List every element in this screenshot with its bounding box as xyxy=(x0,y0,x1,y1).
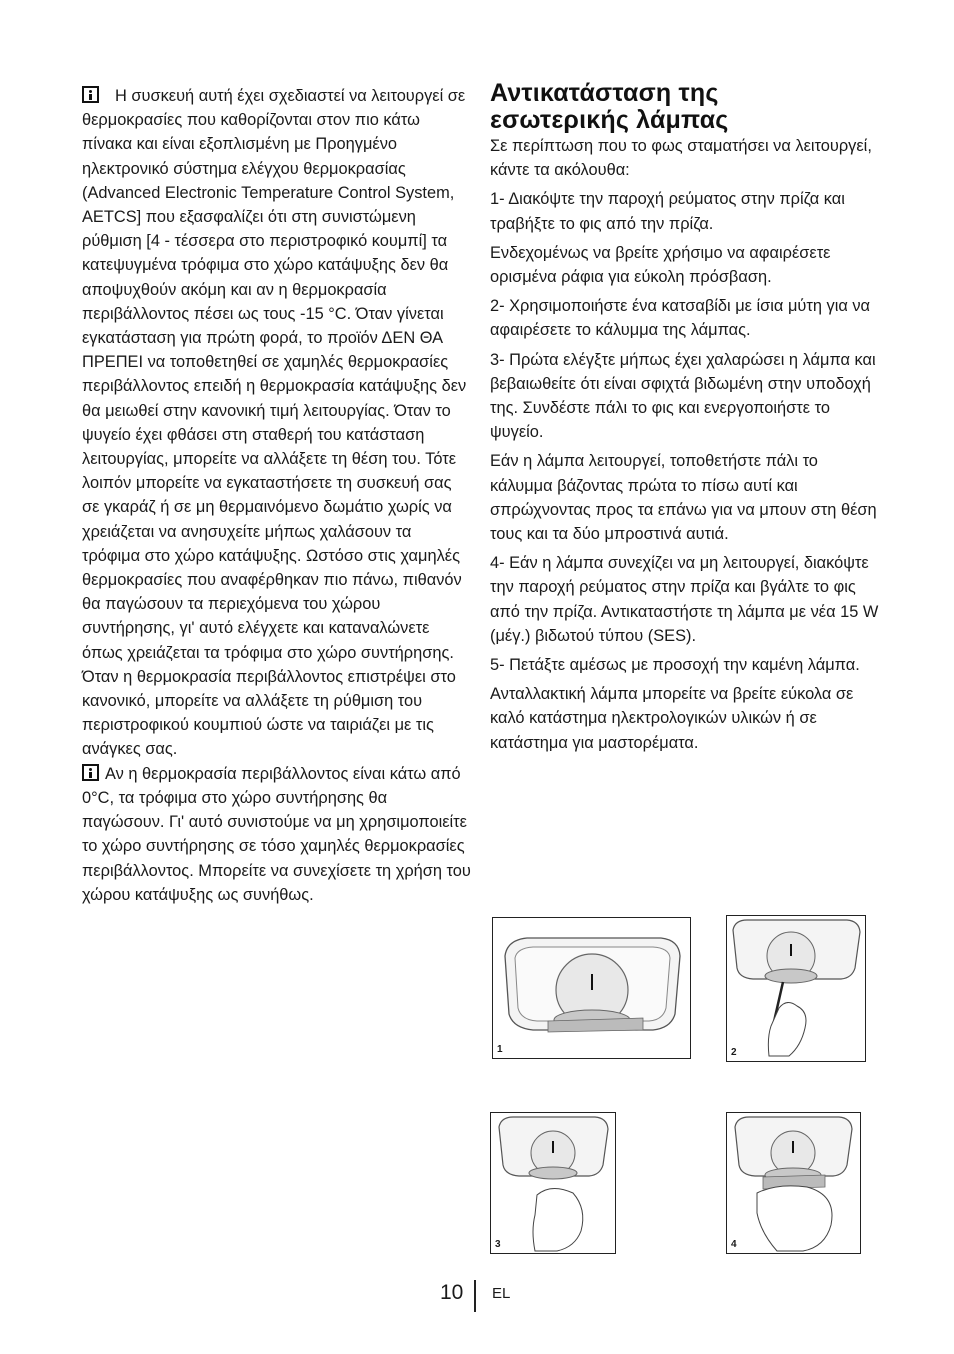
figure-2 xyxy=(726,915,866,1062)
section-title-line-2: εσωτερικής λάμπας xyxy=(490,106,729,134)
figure-4 xyxy=(726,1112,861,1254)
lamp-cover-illustration xyxy=(493,918,690,1058)
info-paragraph-2 xyxy=(82,762,472,907)
left-column xyxy=(82,84,472,907)
figure-1-label: 1 xyxy=(497,1044,503,1055)
shelves-note-text: Ενδεχομένως να βρείτε χρήσιμο να αφαιρέσετε ορισμένα ράφια για εύκολη πρόσβαση. xyxy=(490,243,831,287)
step-4-text: 4- Εάν η λάμπα συνεχίζει να μη λειτουργεί, διακόψτε την παροχή ρεύματος στην πρίζα και βγάλτε το φις από την πρίζα. Αντικαταστήστε τη λάμπα με νέα 15 W (μέγ.) βιδωτού τύπου (SES). xyxy=(490,554,879,645)
step-2-text: 2- Χρησιμοποιήστε ένα κατσαβίδι με ίσια μύτη για να αφαιρέσετε το κάλυμμα της λάμπας. xyxy=(490,297,871,340)
lamp-replace-illustration xyxy=(727,1113,860,1253)
info-text-2: Αν η θερμοκρασία περιβάλλοντος είναι κάτω από 0°C, τα τρόφιμα στο χώρο συντήρησης θα παγώσουν. Γι' αυτό συνιστούμε να μη χρησιμοποιείτε το χώρο συντήρησης σε τόσο χαμηλές θερμοκρασίες περιβάλλοντος. Μπορείτε να συνεχίσετε τη χρήση του χώρου κατάψυξης ως συνήθως. xyxy=(82,764,471,904)
right-column xyxy=(490,80,880,760)
info-icon xyxy=(82,86,99,103)
footer-divider xyxy=(474,1280,476,1312)
lamp-check-illustration xyxy=(491,1113,615,1253)
step-5-text: 5- Πετάξτε αμέσως με προσοχή την καμένη λάμπα. xyxy=(490,656,860,675)
step-1-text: 1- Διακόψτε την παροχή ρεύματος στην πρίζα και τραβήξτε το φις από την πρίζα. xyxy=(490,190,845,233)
spare-lamp-text: Ανταλλακτική λάμπα μπορείτε να βρείτε εύκολα σε καλό κατάστημα ηλεκτρολογικών υλικών ή σε κατάστημα για μαστορέματα. xyxy=(490,685,854,752)
page-number: 10 xyxy=(440,1281,464,1304)
info-paragraph-1 xyxy=(82,84,472,762)
figure-4-label: 4 xyxy=(731,1239,737,1250)
info-icon xyxy=(82,764,99,781)
intro-text: Σε περίπτωση που το φως σταματήσει να λειτουργεί, κάντε τα ακόλουθα: xyxy=(490,137,872,180)
screwdriver-illustration xyxy=(727,916,865,1061)
figure-3 xyxy=(490,1112,616,1254)
step-3-text: 3- Πρώτα ελέγξτε μήπως έχει χαλαρώσει η λάμπα και βεβαιωθείτε ότι είναι σφιχτά βιδωμένη στην υποδοχή της. Συνδέστε πάλι το φις και ενεργοποιήστε το ψυγείο. xyxy=(490,350,876,442)
figure-1 xyxy=(492,917,691,1059)
figure-2-label: 2 xyxy=(731,1047,737,1058)
section-title-line-1: Αντικατάσταση της xyxy=(490,79,719,107)
cover-refit-text: Εάν η λάμπα λειτουργεί, τοποθετήστε πάλι το κάλυμμα βάζοντας πρώτα το πίσω αυτί και σπρώχνοντας προς τα επάνω για να μπουν στη θέση τους και τα δύο μπροστινά αυτιά. xyxy=(490,452,877,544)
section-title xyxy=(490,80,880,134)
figure-3-label: 3 xyxy=(495,1239,501,1250)
language-code: EL xyxy=(492,1285,511,1302)
info-text-1: Η συσκευή αυτή έχει σχεδιαστεί να λειτουργεί σε θερμοκρασίες που καθορίζονται στον πιο κάτω πίνακα και είναι εξοπλισμένη με Προηγμένο ηλεκτρονικό σύστημα ελέγχου θερμοκρασίας (Advanced Electronic Temperature Control System, AETCS] που εξασφαλίζει ότι στη συνιστώμενη ρύθμιση [4 - τέσσερα στο περιστροφικό κουμπί] τα κατεψυγμένα τρόφιμα στο χώρο κατάψυξης δεν θα αποψυχθούν ακόμη και αν η θερμοκρασία περιβάλλοντος πέσει ως τους -15 °C. Όταν γίνεται εγκατάσταση για πρώτη φορά, το προϊόν ΔΕΝ ΘΑ ΠΡΕΠΕΙ να τοποθετηθεί σε χαμηλές θερμοκρασίες περιβάλλοντος επειδή η θερμοκρασία κατάψυξης δεν θα μειωθεί στην κανονική τιμή λειτουργίας. Όταν το ψυγείο έχει φθάσει στη σταθερή του κατάσταση λειτουργίας, μπορείτε να αλλάξετε τη θέση του. Τότε λοιπόν μπορείτε να εγκαταστήσετε τη συσκευή σας σε γκαράζ ή σε μη θερμαινόμενο δωμάτιο χωρίς να χρειάζεται να ανησυχείτε μήπως χαλάσουν τα τρόφιμα στο χώρο κατάψυξης. Ωστόσο στις χαμηλές θερμοκρασίες που αναφέρθηκαν πιο πάνω, πιθανόν θα παγώσουν τα περιεχόμενα του χώρου συντήρησης, γι' αυτό ελέγχετε και καταναλώνετε όπως χρειάζεται τα τρόφιμα στο χώρο συντήρησης. Όταν η θερμοκρασία περιβάλλοντος επιστρέψει στο κανονικό, μπορείτε να αλλάξετε τη ρύθμιση του περιστροφικού κουμπιού ώστε να ταιριάζει με τις ανάγκες σας. xyxy=(82,87,467,759)
